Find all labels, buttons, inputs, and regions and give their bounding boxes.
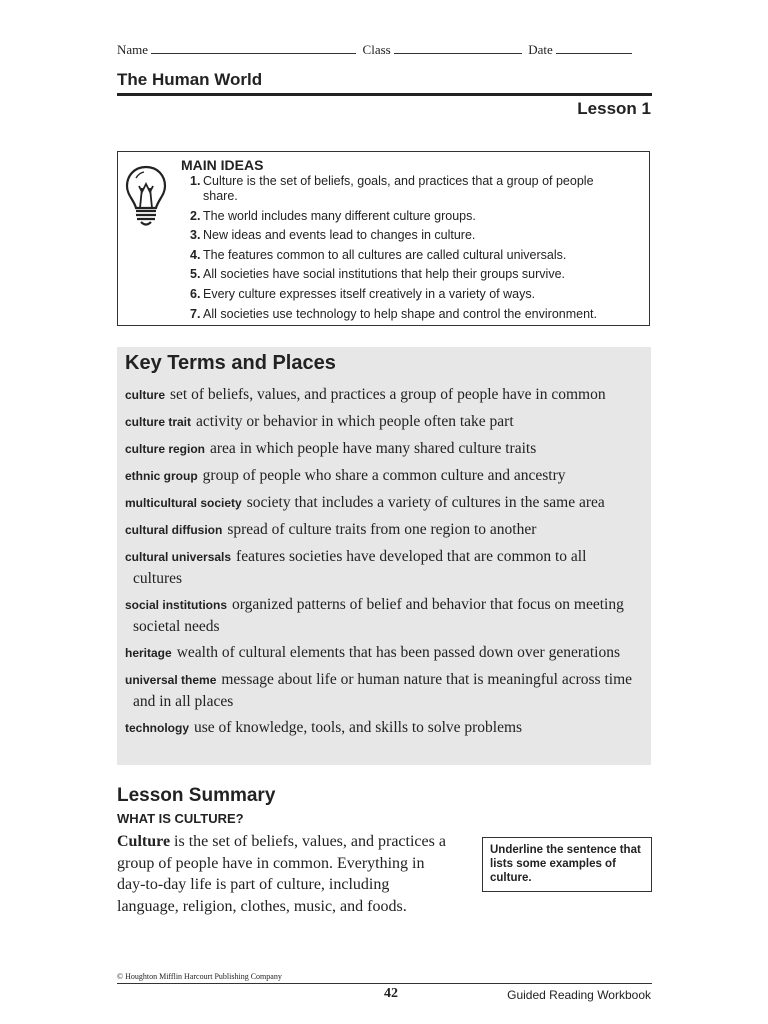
main-idea-item (181, 209, 621, 224)
item-number: 6. (190, 286, 201, 301)
term-name: technology (125, 721, 190, 735)
date-label: Date (528, 42, 553, 57)
key-terms-list (125, 384, 637, 744)
term-entry (125, 642, 637, 664)
term-definition: wealth of cultural elements that has been passed down over generations (176, 644, 621, 661)
term-entry (125, 546, 637, 589)
summary-body: is the set of beliefs, values, and practices a group of people have in common. Everything in day-to-day life is part of culture, including language, religion, clothes, music, and foods. (117, 833, 446, 915)
term-definition: activity or behavior in which people often take part (196, 413, 514, 430)
term-entry (125, 384, 637, 406)
term-definition: set of beliefs, values, and practices a group of people have in common (170, 386, 606, 403)
term-definition: society that includes a variety of cultures in the same area (246, 494, 605, 511)
term-name: culture region (125, 442, 206, 456)
summary-paragraph (117, 831, 447, 917)
item-text: Culture is the set of beliefs, goals, and practices that a group of people share. (203, 174, 594, 203)
term-entry (125, 519, 637, 541)
main-idea-item (181, 174, 621, 204)
term-entry (125, 438, 637, 460)
term-name: universal theme (125, 673, 217, 687)
main-idea-item (181, 228, 621, 243)
item-text: New ideas and events lead to changes in culture. (203, 228, 476, 243)
section-subheading: WHAT IS CULTURE? (117, 811, 244, 826)
key-terms-heading: Key Terms and Places (125, 352, 336, 374)
title-rule (117, 93, 652, 96)
term-definition: group of people who share a common culture and ancestry (202, 467, 566, 484)
copyright-notice: © Houghton Mifflin Harcourt Publishing Company (117, 972, 282, 981)
term-name: cultural universals (125, 550, 232, 564)
item-number: 1. (190, 174, 201, 188)
item-number: 3. (190, 228, 201, 243)
item-text: The features common to all cultures are called cultural universals. (203, 247, 567, 262)
class-label: Class (362, 42, 391, 57)
main-idea-item (181, 307, 621, 322)
term-definition: spread of culture traits from one region to another (227, 521, 537, 538)
main-ideas-list (181, 174, 621, 326)
class-blank[interactable] (394, 42, 522, 54)
key-terms-panel (117, 347, 651, 765)
term-entry (125, 594, 637, 637)
side-note-box: Underline the sentence that lists some examples of culture. (482, 837, 652, 892)
footer-rule (117, 983, 652, 984)
main-ideas-box (117, 151, 650, 326)
name-label: Name (117, 42, 149, 57)
item-number: 5. (190, 267, 201, 282)
term-entry (125, 717, 637, 739)
bold-term: Culture (117, 833, 171, 850)
main-idea-item (181, 248, 621, 263)
page-number: 42 (384, 986, 398, 1001)
term-name: multicultural society (125, 496, 242, 510)
term-name: cultural diffusion (125, 523, 223, 537)
main-ideas-heading: MAIN IDEAS (181, 157, 264, 173)
item-text: All societies have social institutions that help their groups survive. (203, 267, 565, 282)
term-entry (125, 492, 637, 514)
lesson-summary-heading: Lesson Summary (117, 785, 276, 806)
term-definition: area in which people have many shared culture traits (210, 440, 537, 457)
term-name: social institutions (125, 598, 228, 612)
item-text: All societies use technology to help shape and control the environment. (203, 306, 597, 321)
lightbulb-icon (124, 164, 168, 228)
item-number: 4. (190, 247, 201, 262)
item-text: The world includes many different culture groups. (203, 208, 476, 223)
term-name: ethnic group (125, 469, 198, 483)
lesson-label: Lesson 1 (577, 99, 651, 118)
term-entry (125, 669, 637, 712)
name-blank[interactable] (151, 42, 356, 54)
term-entry (125, 411, 637, 433)
term-definition: features societies have developed that are common to all cultures (133, 548, 587, 587)
term-definition: organized patterns of belief and behavior that focus on meeting societal needs (133, 596, 624, 635)
term-definition: use of knowledge, tools, and skills to solve problems (194, 719, 523, 736)
item-text: Every culture expresses itself creatively in a variety of ways. (203, 286, 536, 301)
term-name: heritage (125, 646, 172, 660)
student-info-line (117, 42, 652, 58)
date-blank[interactable] (556, 42, 632, 54)
term-name: culture (125, 388, 166, 402)
item-number: 7. (190, 306, 201, 321)
term-definition: message about life or human nature that is meaningful across time and in all places (133, 671, 633, 710)
term-name: culture trait (125, 415, 192, 429)
workbook-name: Guided Reading Workbook (507, 988, 651, 1002)
chapter-title: The Human World (117, 70, 263, 89)
item-number: 2. (190, 208, 201, 223)
main-idea-item (181, 267, 621, 282)
main-idea-item (181, 287, 621, 302)
term-entry (125, 465, 637, 487)
